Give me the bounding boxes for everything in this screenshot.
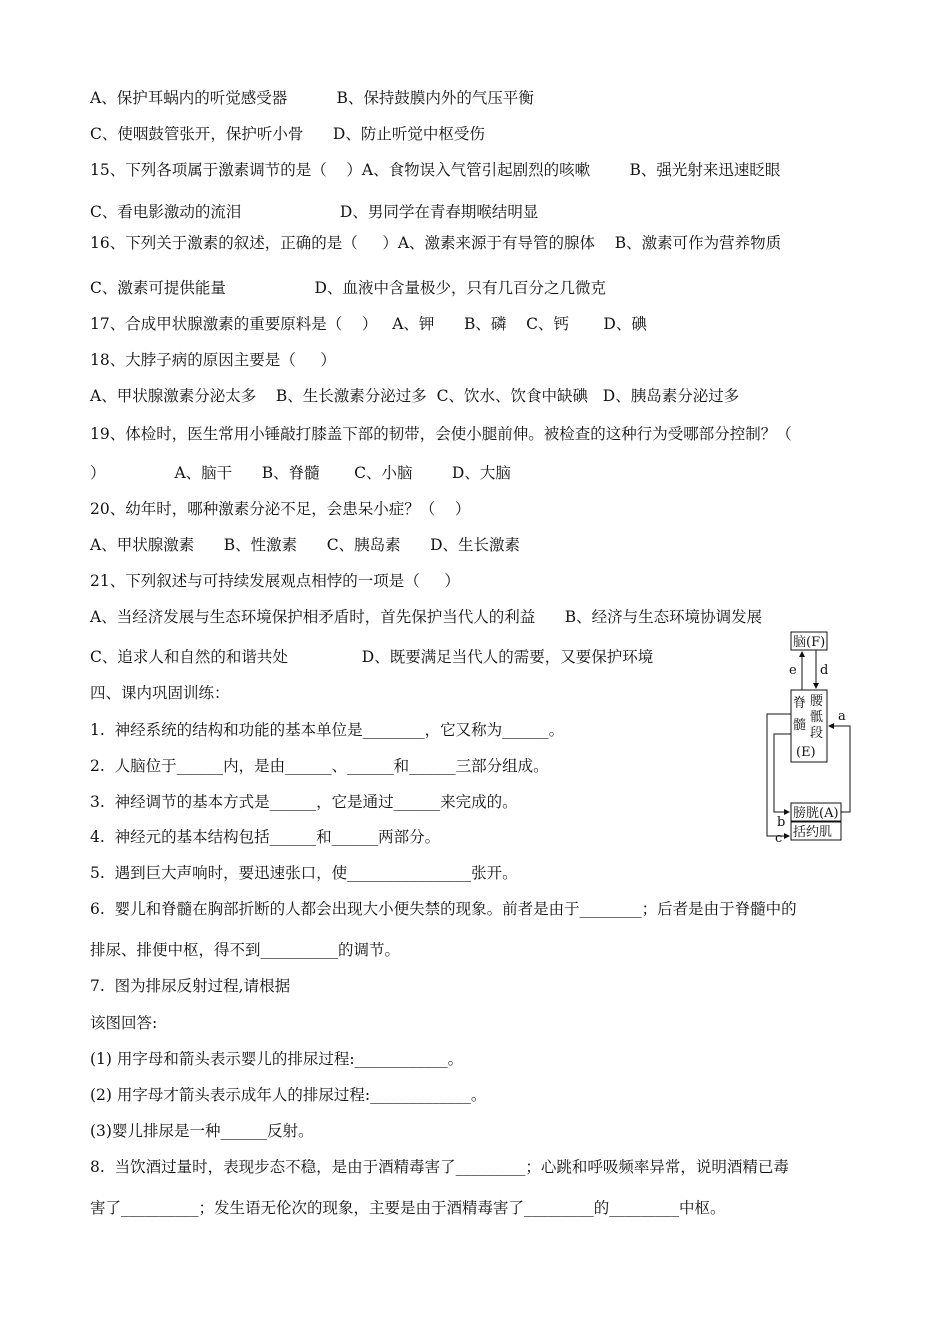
question-15: 15、下列各项属于激素调节的是（ ）A、食物误入气管引起剧烈的咳嗽 B、强光射来迅速眨眼 (90, 161, 781, 179)
option-line-14cd: C、使咽鼓管张开，保护听小骨 D、防止听觉中枢受伤 (90, 125, 485, 143)
arrow-b (774, 734, 791, 812)
exercise-7-cont: 该图回答: (90, 1014, 158, 1032)
lumbar-char-2: 骶 (810, 710, 824, 725)
question-18: 18、大脖子病的原因主要是（ ） (90, 351, 336, 369)
question-19: 19、体检时，医生常用小锤敲打膝盖下部的韧带，会使小腿前伸。被检查的这种行为受哪部分控制？（ (90, 425, 792, 443)
label-d: d (820, 663, 829, 678)
lumbar-char-3: 段 (810, 726, 824, 741)
label-e: e (789, 663, 797, 678)
arrow-a (829, 726, 850, 812)
label-b: b (777, 815, 786, 830)
exercise-3: 3. 神经调节的基本方式是______，它是通过______来完成的。 (90, 793, 518, 811)
spinal-char-1: 脊 (793, 696, 807, 711)
section-heading: 四、课内巩固训练： (90, 684, 230, 702)
question-16: 16、下列关于激素的叙述，正确的是（ ）A、激素来源于有导管的腺体 B、激素可作为营养物质 (90, 234, 782, 252)
question-21: 21、下列叙述与可持续发展观点相悖的一项是（ ） (90, 572, 460, 590)
option-line-21cd: C、追求人和自然的和谐共处 D、既要满足当代人的需要，又要保护环境 (90, 648, 654, 666)
spinal-char-2: 髓 (793, 718, 807, 733)
exercise-7-q1: (1) 用字母和箭头表示婴儿的排尿过程:____________。 (90, 1050, 464, 1068)
option-line-19: ） A、脑干 B、脊髓 C、小脑 D、大脑 (90, 464, 511, 482)
exercise-8: 8. 当饮酒过量时，表现步态不稳，是由于酒精毒害了_________；心跳和呼吸频率异常，说明酒精已毒 (90, 1158, 789, 1176)
spinal-e-label: (E) (796, 745, 816, 760)
bladder-label: 膀胱(A) (793, 806, 839, 821)
exercise-6: 6. 婴儿和脊髓在胸部折断的人都会出现大小便失禁的现象。前者是由于________；后者是由于脊髓中的 (90, 900, 797, 918)
exercise-2: 2. 人脑位于______内，是由______、______和______三部分组成。 (90, 757, 549, 775)
option-line-18: A、甲状腺激素分泌太多 B、生长激素分泌过多 C、饮水、饮食中缺碘 D、胰岛素分泌过多 (90, 387, 740, 405)
option-line-21ab: A、当经济发展与生态环境保护相矛盾时，首先保护当代人的利益 B、经济与生态环境协调发展 (90, 608, 763, 626)
brain-label: 脑(F) (793, 635, 826, 650)
question-20: 20、幼年时，哪种激素分泌不足，会患呆小症？（ ） (90, 500, 471, 518)
exercise-4: 4. 神经元的基本结构包括______和______两部分。 (90, 828, 441, 846)
option-line-14ab: A、保护耳蜗内的听觉感受器 B、保持鼓膜内外的气压平衡 (90, 89, 534, 107)
option-line-16cd: C、激素可提供能量 D、血液中含量极少，只有几百分之几微克 (90, 279, 606, 297)
exercise-5: 5. 遇到巨大声响时，要迅速张口，使________________张开。 (90, 864, 518, 882)
reflex-diagram-svg (762, 630, 858, 844)
sphincter-label: 括约肌 (793, 825, 833, 840)
exercise-6-cont: 排尿、排便中枢，得不到__________的调节。 (90, 941, 401, 959)
exercise-1: 1. 神经系统的结构和功能的基本单位是________，它又称为______。 (90, 721, 565, 739)
lumbar-char-1: 腰 (810, 694, 824, 709)
label-c: c (775, 831, 783, 846)
option-line-20: A、甲状腺激素 B、性激素 C、胰岛素 D、生长激素 (90, 536, 521, 554)
label-a: a (838, 709, 846, 724)
exercise-7-q3: (3)婴儿排尿是一种______反射。 (90, 1122, 314, 1140)
question-17: 17、合成甲状腺激素的重要原料是（ ） A、钾 B、磷 C、钙 D、碘 (90, 315, 647, 333)
exercise-8-cont: 害了__________；发生语无伦次的现象，主要是由于酒精毒害了_________的_________中枢。 (90, 1199, 726, 1217)
exercise-7: 7. 图为排尿反射过程,请根据 (90, 977, 291, 995)
exercise-7-q2: (2) 用字母才箭头表示成年人的排尿过程:_____________。 (90, 1086, 487, 1104)
option-line-15cd: C、看电影激动的流泪 D、男同学在青春期喉结明显 (90, 203, 539, 221)
urination-reflex-diagram (762, 630, 858, 844)
